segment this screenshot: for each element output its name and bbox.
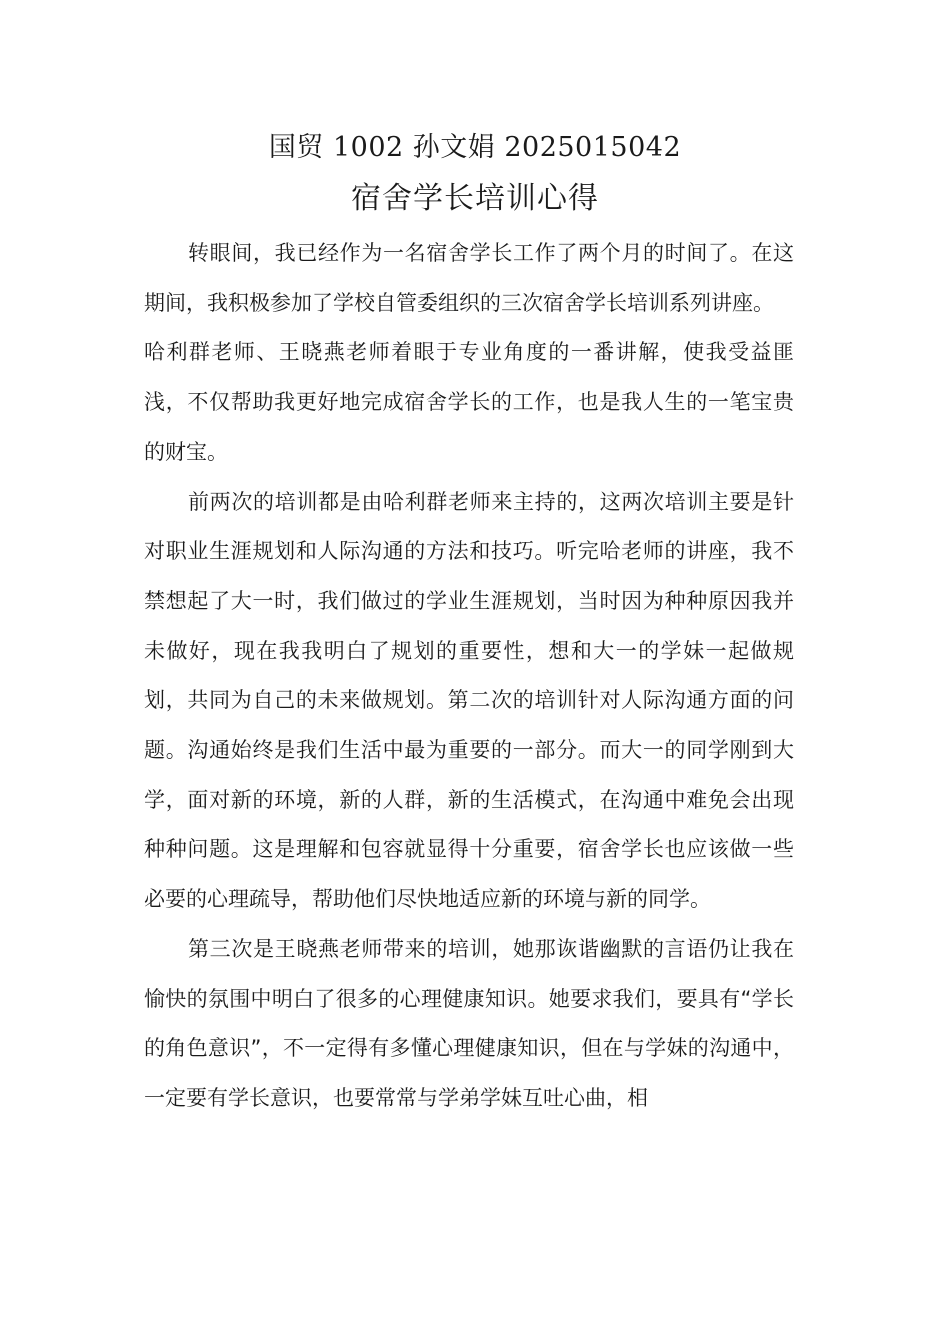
paragraph-2: 哈利群老师、王晓燕老师着眼于专业角度的一番讲解，使我受益匪浅，不仅帮助我更好地完成宿舍学长的工作，也是我人生的一笔宝贵的财宝。 xyxy=(144,340,794,464)
paragraph-3: 前两次的培训都是由哈利群老师来主持的，这两次培训主要是针对职业生涯规划和人际沟通的方法和技巧。听完哈老师的讲座，我不禁想起了大一时，我们做过的学业生涯规划，当时因为种种原因我并未做好，现在我我明白了规划的重要性，想和大一的学妹一起做规划，共同为自己的未来做规划。第二次的培训针对人际沟通方面的问题。沟通始终是我们生活中最为重要的一部分。而大一的同学刚到大学，面对新的环境，新的人群，新的生活模式，在沟通中难免会出现种种问题。这是理解和包容就显得十分重要，宿舍学长也应该做一些必要的心理疏导，帮助他们尽快地适应新的环境与新的同学。 xyxy=(144,489,794,912)
paragraph-1: 转眼间，我已经作为一名宿舍学长工作了两个月的时间了。在这期间，我积极参加了学校自管委组织的三次宿舍学长培训系列讲座。 xyxy=(144,241,794,315)
document-body xyxy=(144,229,794,1124)
author-meta-line: 国贸 1002 孙文娟 2025015042 xyxy=(268,132,682,163)
document-title: 宿舍学长培训心得 xyxy=(351,181,599,216)
paragraph-4: 第三次是王晓燕老师带来的培训，她那诙谐幽默的言语仍让我在愉快的氛围中明白了很多的心理健康知识。她要求我们，要具有“学长的角色意识”，不一定得有多懂心理健康知识，但在与学妹的沟通中，一定要有学长意识，也要常常与学弟学妹互吐心曲，相 xyxy=(144,936,794,1110)
